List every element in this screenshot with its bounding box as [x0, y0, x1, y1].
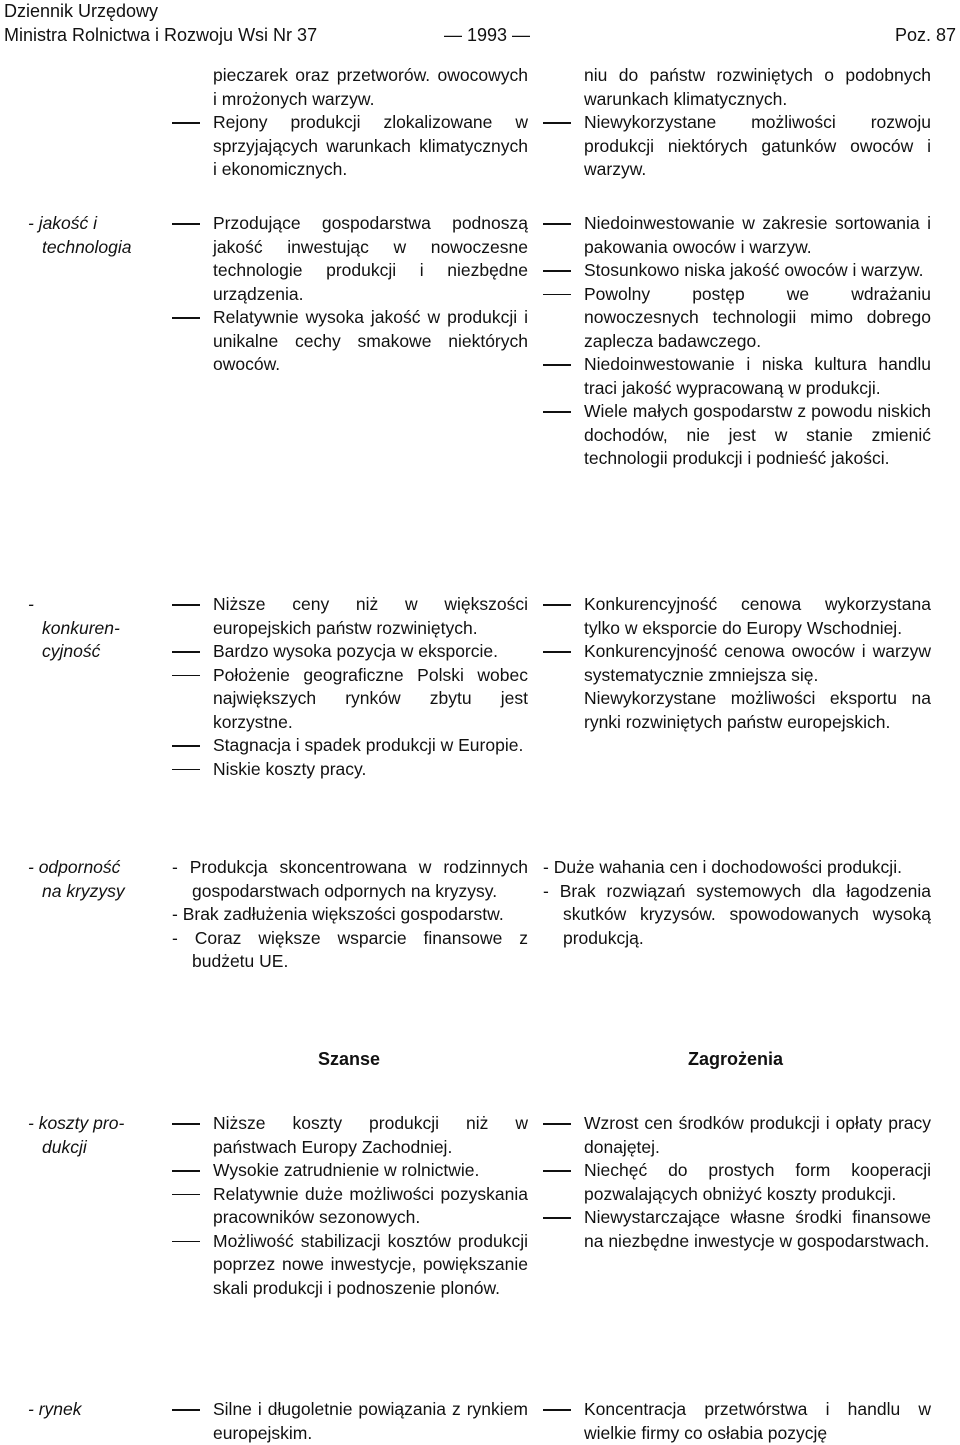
hyphen-item: - Coraz większe wsparcie finansowe z budżetu UE. — [172, 927, 528, 971]
bullet-item: Stosunkowo niska jakość owoców i warzyw. — [543, 259, 931, 283]
position-number: Poz. 87 — [894, 25, 956, 45]
bullet-item: Koncentracja przetwórstwa i handlu w wielkie firmy co osłabia pozycję — [543, 1398, 931, 1445]
hyphen-item: - Produkcja skoncentrowana w rodzinnych gospodarstwach odpornych na kryzysy. — [172, 857, 528, 901]
bullet-item: Rejony produkcji zlokalizowane w sprzyjających warunkach klimatycznych i ekonomicznych. — [172, 111, 528, 182]
bullet-item: Silne i długoletnie powiązania z rynkiem europejskim. — [172, 1398, 528, 1445]
header-row — [4, 24, 956, 46]
bullet-item: Niższe ceny niż w większości europejskich państw rozwiniętych. — [172, 593, 528, 640]
bullet-item: Położenie geograficzne Polski wobec największych rynków zbytu jest korzystne. — [172, 664, 528, 735]
strengths-quality — [172, 212, 528, 377]
bullet-item: Stagnacja i spadek produkcji w Europie. — [172, 734, 528, 758]
bullet-item: Niewykorzystane możliwości rozwoju produkcji niektórych gatunków owoców i warzyw. — [543, 111, 931, 182]
hyphen-item: - Duże wahania cen i dochodowości produkcji. — [543, 857, 902, 877]
opportunities-market — [172, 1398, 528, 1445]
bullet-item: Wzrost cen środków produkcji i opłaty pracy donajętej. — [543, 1112, 931, 1159]
bullet-item: Niedoinwestowanie i niska kultura handlu traci jakość wypracowaną w produkcji. — [543, 353, 931, 400]
row-label-quality: - jakość i technologia — [28, 213, 132, 257]
text-paragraph: niu do państw rozwiniętych o podobnych warunkach klimatycznych. — [584, 65, 931, 109]
bullet-item: Niższe koszty produkcji niż w państwach Europy Zachodniej. — [172, 1112, 528, 1159]
row-label-costs: - koszty pro- dukcji — [28, 1113, 125, 1157]
weaknesses-quality — [543, 212, 931, 471]
bullet-item: Niechęć do prostych form kooperacji pozwalających obniżyć koszty produkcji. — [543, 1159, 931, 1206]
bullet-item: Wiele małych gospodarstw z powodu niskich dochodów, nie jest w stanie zmienić technologii produkcji i podnieść jakości. — [543, 400, 931, 471]
section-title-threats: Zagrożenia — [688, 1049, 784, 1069]
strengths-resilience — [172, 856, 528, 974]
text-paragraph: pieczarek oraz przetworów. owocowych i mrożonych warzyw. — [213, 65, 528, 109]
row-label-resilience: - odporność na kryzysy — [28, 857, 125, 901]
weaknesses-resilience — [543, 856, 931, 950]
bullet-item: Powolny postęp we wdrażaniu nowoczesnych technologii mimo dobrego zaplecza badawczego. — [543, 283, 931, 354]
bullet-item: Relatywnie wysoka jakość w produkcji i unikalne cechy smakowe niektórych owoców. — [172, 306, 528, 377]
weaknesses-carryover — [543, 64, 931, 182]
text-paragraph: Niewykorzystane możliwości eksportu na rynki rozwiniętych państw europejskich. — [584, 688, 931, 732]
row-label-market: - rynek — [28, 1399, 82, 1419]
bullet-item: Konkurencyjność cenowa owoców i warzyw systematycznie zmniejsza się. — [543, 640, 931, 687]
hyphen-item: - Brak zadłużenia większości gospodarstw. — [172, 904, 504, 924]
bullet-item: Niewystarczające własne środki finansowe na niezbędne inwestycje w gospodarstwach. — [543, 1206, 931, 1253]
year: — 1993 — — [444, 25, 531, 45]
opportunities-costs — [172, 1112, 528, 1300]
bullet-item: Konkurencyjność cenowa wykorzystana tylko w eksporcie do Europy Wschodniej. — [543, 593, 931, 640]
bullet-item: Możliwość stabilizacji kosztów produkcji poprzez nowe inwestycje, powiększanie skali produkcji i podnoszenie plonów. — [172, 1230, 528, 1301]
journal-title: Dziennik Urzędowy — [4, 1, 159, 21]
strengths-carryover — [172, 64, 528, 182]
bullet-item: Relatywnie duże możliwości pozyskania pracowników sezonowych. — [172, 1183, 528, 1230]
bullet-item: Niedoinwestowanie w zakresie sortowania i pakowania owoców i warzyw. — [543, 212, 931, 259]
weaknesses-competitiveness — [543, 593, 931, 734]
section-title-opportunities: Szanse — [318, 1049, 381, 1069]
strengths-competitiveness — [172, 593, 528, 781]
row-label-competitiveness: - konkuren- cyjność — [28, 594, 120, 661]
bullet-item: Wysokie zatrudnienie w rolnictwie. — [172, 1159, 528, 1183]
ministry-issue: Ministra Rolnictwa i Rozwoju Wsi Nr 37 — [4, 25, 318, 45]
threats-costs — [543, 1112, 931, 1253]
bullet-item: Bardzo wysoka pozycja w eksporcie. — [172, 640, 528, 664]
threats-market — [543, 1398, 931, 1445]
hyphen-item: - Brak rozwiązań systemowych dla łagodzenia skutków kryzysów. spowodowanych wysoką produkcją. — [543, 880, 931, 948]
bullet-item: Przodujące gospodarstwa podnoszą jakość inwestując w nowoczesne technologie produkcji i niezbędne urządzenia. — [172, 212, 528, 306]
bullet-item: Niskie koszty pracy. — [172, 758, 528, 782]
